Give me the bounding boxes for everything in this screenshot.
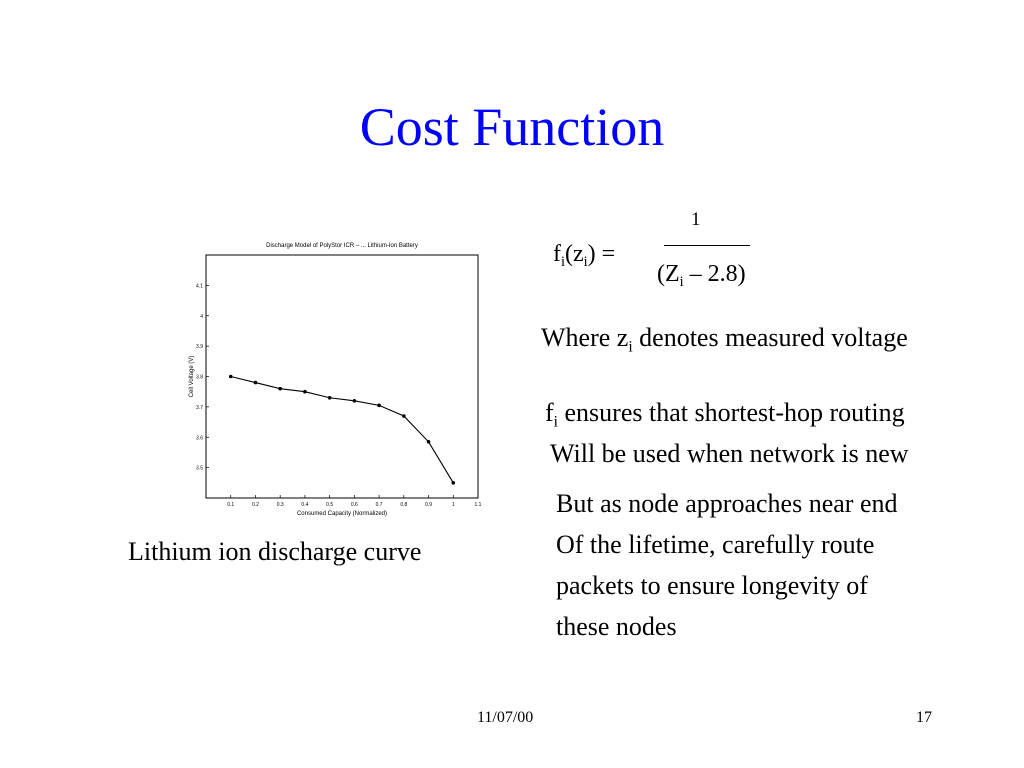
- data-point: [427, 440, 431, 444]
- x-tick-label: 0.5: [326, 502, 334, 508]
- plot-frame: [206, 255, 478, 498]
- ensures-text: [545, 392, 909, 474]
- x-tick-label: 0.6: [350, 502, 358, 508]
- x-tick-label: 0.9: [425, 502, 433, 508]
- data-point: [278, 387, 282, 391]
- formula-lhs: $f_i(z_i)$ =: [553, 241, 616, 271]
- data-point: [353, 399, 357, 403]
- formula-numerator: 1: [691, 209, 701, 230]
- x-tick-label: 1: [451, 502, 455, 508]
- data-point: [451, 481, 455, 485]
- approach-line: Of the lifetime, carefully route: [556, 530, 875, 559]
- ensures-line-2: Will be used when network is new: [550, 439, 909, 468]
- data-point: [303, 390, 307, 394]
- slide-title: Cost Function: [359, 97, 665, 157]
- footer-page-number: 17: [916, 709, 932, 726]
- y-tick-label: 3.9: [196, 344, 203, 351]
- data-point: [229, 375, 233, 379]
- data-point: [402, 414, 406, 418]
- y-axis-label: Cell Voltage (V): [189, 355, 195, 398]
- x-tick-label: 0.2: [251, 502, 259, 508]
- approach-text: [556, 483, 897, 647]
- x-tick-label: 1.1: [474, 502, 482, 508]
- y-tick-label: 3.5: [196, 465, 203, 472]
- ensures-line-1: $f_i$ ensures that shortest-hop routing: [545, 398, 905, 431]
- y-tick-label: 4: [200, 313, 203, 320]
- cost-formula: [553, 205, 803, 295]
- approach-line: But as node approaches near end: [556, 489, 898, 518]
- y-tick-label: 4.1: [196, 283, 203, 290]
- footer-date: 11/07/00: [477, 709, 534, 726]
- x-tick-label: 0.7: [375, 502, 383, 508]
- x-tick-label: 0.8: [400, 502, 408, 508]
- y-tick-label: 3.6: [196, 435, 203, 442]
- x-tick-label: 0.4: [301, 502, 309, 508]
- x-tick-label: 0.1: [227, 502, 235, 508]
- chart-caption: Lithium ion discharge curve: [128, 537, 422, 566]
- x-tick-label: 0.3: [276, 502, 284, 508]
- data-point: [377, 404, 381, 408]
- formula-denominator: $(Z_i - 2.8)$: [657, 261, 746, 291]
- approach-line: packets to ensure longevity of: [556, 571, 868, 600]
- discharge-chart: [183, 235, 488, 520]
- y-tick-label: 3.8: [196, 374, 203, 381]
- data-point: [254, 381, 258, 385]
- series-line: [231, 377, 454, 483]
- chart-title: Discharge Model of PolyStor ICR – ... Lithium-Ion Battery: [266, 243, 418, 249]
- approach-line: these nodes: [556, 612, 677, 641]
- x-axis-label: Consumed Capacity (Normalized): [296, 511, 388, 517]
- where-text: Where $z_i$ denotes measured voltage: [541, 323, 908, 356]
- fraction-bar: [664, 245, 750, 246]
- data-point: [328, 396, 332, 400]
- y-tick-label: 3.7: [196, 404, 203, 411]
